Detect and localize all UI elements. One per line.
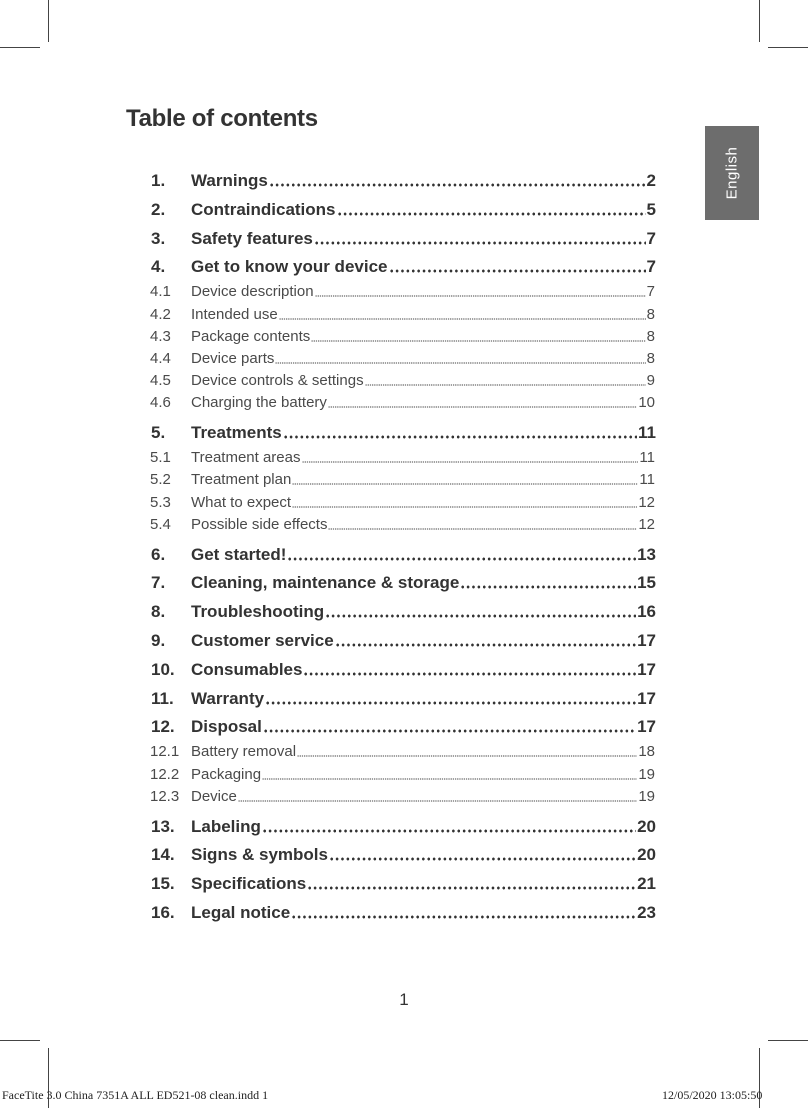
- toc-entry[interactable]: [151, 600, 656, 622]
- toc-entry-page: 11: [639, 471, 655, 488]
- toc-entry-number: 7.: [151, 573, 166, 592]
- toc-entry-label: Device: [191, 788, 237, 805]
- toc-entry-label: Package contents: [191, 328, 311, 345]
- toc-entry-number: 16.: [151, 903, 175, 922]
- toc-entry-page: 17: [637, 689, 656, 708]
- toc-entry-page: 19: [638, 788, 655, 805]
- toc-dot-leader: [335, 643, 636, 647]
- toc-entry-page: 17: [637, 717, 656, 736]
- page-title: Table of contents: [126, 105, 318, 132]
- toc-entry-number: 4.5: [150, 372, 171, 389]
- toc-entry[interactable]: [150, 741, 655, 760]
- toc-dot-leader: [328, 528, 637, 530]
- toc-entry-number: 4.3: [150, 328, 171, 345]
- toc-entry-page: 18: [638, 743, 655, 760]
- toc-entry-number: 4.2: [150, 306, 171, 323]
- toc-entry[interactable]: [151, 571, 656, 593]
- toc-entry-number: 15.: [151, 874, 175, 893]
- language-tab-label: English: [723, 146, 741, 200]
- toc-entry-number: 12.1: [150, 743, 180, 760]
- toc-entry-page: 9: [646, 372, 655, 389]
- toc-entry-page: 5: [646, 200, 656, 219]
- crop-mark: [0, 1040, 40, 1041]
- toc-entry[interactable]: [150, 786, 655, 805]
- toc-dot-leader: [307, 886, 636, 890]
- toc-entry[interactable]: [151, 169, 656, 191]
- toc-dot-leader: [389, 269, 646, 273]
- toc-dot-leader: [287, 557, 636, 561]
- toc-entry-label: Device controls & settings: [191, 372, 364, 389]
- toc-entry-label: Intended use: [191, 306, 278, 323]
- toc-dot-leader: [262, 829, 636, 833]
- toc-entry-page: 15: [637, 573, 656, 592]
- toc-entry-number: 4.4: [150, 350, 171, 367]
- toc-entry-number: 11.: [151, 689, 174, 708]
- toc-entry-label: Cleaning, maintenance & storage: [191, 573, 460, 592]
- toc-entry[interactable]: [151, 658, 656, 680]
- toc-entry-page: 12: [638, 494, 655, 511]
- toc-entry-number: 12.: [151, 717, 175, 736]
- toc-entry[interactable]: [151, 843, 656, 865]
- toc-entry[interactable]: [150, 514, 655, 533]
- toc-entry-page: 17: [637, 660, 656, 679]
- toc-entry-label: Battery removal: [191, 743, 297, 760]
- toc-dot-leader: [292, 483, 638, 485]
- toc-dot-leader: [302, 461, 639, 463]
- toc-entry-page: 8: [646, 306, 655, 323]
- toc-entry-number: 14.: [151, 845, 175, 864]
- toc-entry-page: 7: [646, 283, 655, 300]
- toc-entry-page: 7: [646, 229, 656, 248]
- toc-dot-leader: [291, 915, 636, 919]
- toc-dot-leader: [365, 384, 646, 386]
- toc-entry-number: 5.3: [150, 494, 171, 511]
- toc-entry-label: Treatment areas: [191, 449, 301, 466]
- toc-dot-leader: [329, 857, 636, 861]
- toc-entry-label: Labeling: [191, 817, 261, 836]
- toc-entry-page: 19: [638, 766, 655, 783]
- toc-entry[interactable]: [150, 492, 655, 511]
- toc-entry-page: 21: [637, 874, 656, 893]
- toc-entry-label: Troubleshooting: [191, 602, 325, 621]
- toc-entry-label: Contraindications: [191, 200, 336, 219]
- toc-dot-leader: [279, 318, 646, 320]
- toc-entry-label: What to expect: [191, 494, 292, 511]
- toc-entry-label: Warranty: [191, 689, 265, 708]
- toc-entry-label: Treatments: [191, 423, 282, 442]
- toc-dot-leader: [311, 340, 645, 342]
- slug-filename: FaceTite 3.0 China 7351A ALL ED521-08 clean.indd 1: [2, 1088, 269, 1102]
- page-number: 1: [399, 990, 409, 1009]
- toc-entry[interactable]: [150, 469, 655, 488]
- toc-entry-label: Treatment plan: [191, 471, 292, 488]
- toc-entry[interactable]: [150, 392, 655, 411]
- toc-entry[interactable]: [151, 687, 656, 709]
- toc-entry-label: Signs & symbols: [191, 845, 328, 864]
- toc-entry-page: 11: [638, 423, 656, 442]
- toc-entry-label: Device parts: [191, 350, 275, 367]
- toc-entry-page: 2: [646, 171, 656, 190]
- toc-entry-number: 4.: [151, 257, 166, 276]
- toc-entry-page: 8: [646, 350, 655, 367]
- toc-entry[interactable]: [150, 304, 655, 323]
- toc-dot-leader: [315, 295, 646, 297]
- toc-entry-page: 20: [637, 845, 656, 864]
- toc-entry-number: 2.: [151, 200, 166, 219]
- toc-entry[interactable]: [151, 715, 656, 737]
- toc-entry-page: 17: [637, 631, 656, 650]
- toc-entry-page: 7: [646, 257, 656, 276]
- toc-entry-label: Safety features: [191, 229, 313, 248]
- toc-entry-label: Legal notice: [191, 903, 291, 922]
- toc-dot-leader: [297, 755, 637, 757]
- toc-dot-leader: [314, 241, 646, 245]
- toc-dot-leader: [292, 506, 637, 508]
- toc-dot-leader: [328, 406, 637, 408]
- toc-entry-page: 11: [639, 449, 655, 466]
- toc-dot-leader: [303, 672, 636, 676]
- toc-entry-number: 5.: [151, 423, 166, 442]
- toc-entry-number: 10.: [151, 660, 175, 679]
- toc-entry[interactable]: [151, 872, 656, 894]
- toc-entry-number: 3.: [151, 229, 166, 248]
- toc-dot-leader: [263, 729, 636, 733]
- toc-entry-label: Get started!: [191, 545, 287, 564]
- toc-entry-label: Possible side effects: [191, 516, 328, 533]
- toc-entry-label: Device description: [191, 283, 314, 300]
- toc-entry[interactable]: [150, 764, 655, 783]
- toc-entry[interactable]: [151, 198, 656, 220]
- toc-entry-page: 13: [637, 545, 656, 564]
- toc-entry-page: 16: [637, 602, 656, 621]
- toc-entry[interactable]: [150, 326, 655, 345]
- toc-entry-label: Customer service: [191, 631, 334, 650]
- toc-entry-number: 1.: [151, 171, 166, 190]
- toc-dot-leader: [275, 362, 645, 364]
- toc-entry-label: Packaging: [191, 766, 262, 783]
- toc-entry-number: 5.4: [150, 516, 171, 533]
- toc-entry-page: 8: [646, 328, 655, 345]
- toc-entry[interactable]: [150, 348, 655, 367]
- toc-dot-leader: [238, 800, 637, 802]
- toc-entry-number: 5.2: [150, 471, 171, 488]
- toc-entry[interactable]: [151, 543, 656, 565]
- toc-entry-label: Get to know your device: [191, 257, 388, 276]
- toc-entry-number: 6.: [151, 545, 166, 564]
- toc-entry[interactable]: [151, 901, 656, 923]
- crop-mark: [768, 1040, 808, 1041]
- toc-entry-label: Charging the battery: [191, 394, 327, 411]
- toc-entry-number: 4.6: [150, 394, 171, 411]
- toc-entry-number: 5.1: [150, 449, 171, 466]
- toc-entry-number: 9.: [151, 631, 166, 650]
- toc-entry[interactable]: [151, 815, 656, 837]
- toc-dot-leader: [283, 435, 637, 439]
- toc-dot-leader: [262, 778, 637, 780]
- toc-entry[interactable]: [150, 447, 655, 466]
- toc-dot-leader: [460, 585, 636, 589]
- toc-entry[interactable]: [151, 629, 656, 651]
- toc-dot-leader: [269, 183, 646, 187]
- toc-entry-number: 12.3: [150, 788, 180, 805]
- toc-dot-leader: [325, 614, 636, 618]
- toc-entry[interactable]: [150, 370, 655, 389]
- toc-dot-leader: [265, 701, 636, 705]
- toc-entry-label: Warnings: [191, 171, 268, 190]
- toc-entry-number: 12.2: [150, 766, 180, 783]
- toc-entry-number: 4.1: [150, 283, 171, 300]
- toc-entry-label: Specifications: [191, 874, 307, 893]
- toc-dot-leader: [337, 212, 646, 216]
- toc-entry[interactable]: [151, 421, 656, 443]
- toc-entry-label: Disposal: [191, 717, 262, 736]
- toc-entry-page: 10: [638, 394, 655, 411]
- toc-entry-label: Consumables: [191, 660, 303, 679]
- slug-datetime: 12/05/2020 13:05:50: [662, 1088, 763, 1102]
- toc-entry[interactable]: [151, 255, 656, 277]
- toc-entry-number: 8.: [151, 602, 166, 621]
- toc-entry-page: 12: [638, 516, 655, 533]
- toc-entry[interactable]: [150, 281, 655, 300]
- toc-entry[interactable]: [151, 227, 656, 249]
- toc-entry-page: 23: [637, 903, 656, 922]
- toc-entry-number: 13.: [151, 817, 175, 836]
- toc-entry-page: 20: [637, 817, 656, 836]
